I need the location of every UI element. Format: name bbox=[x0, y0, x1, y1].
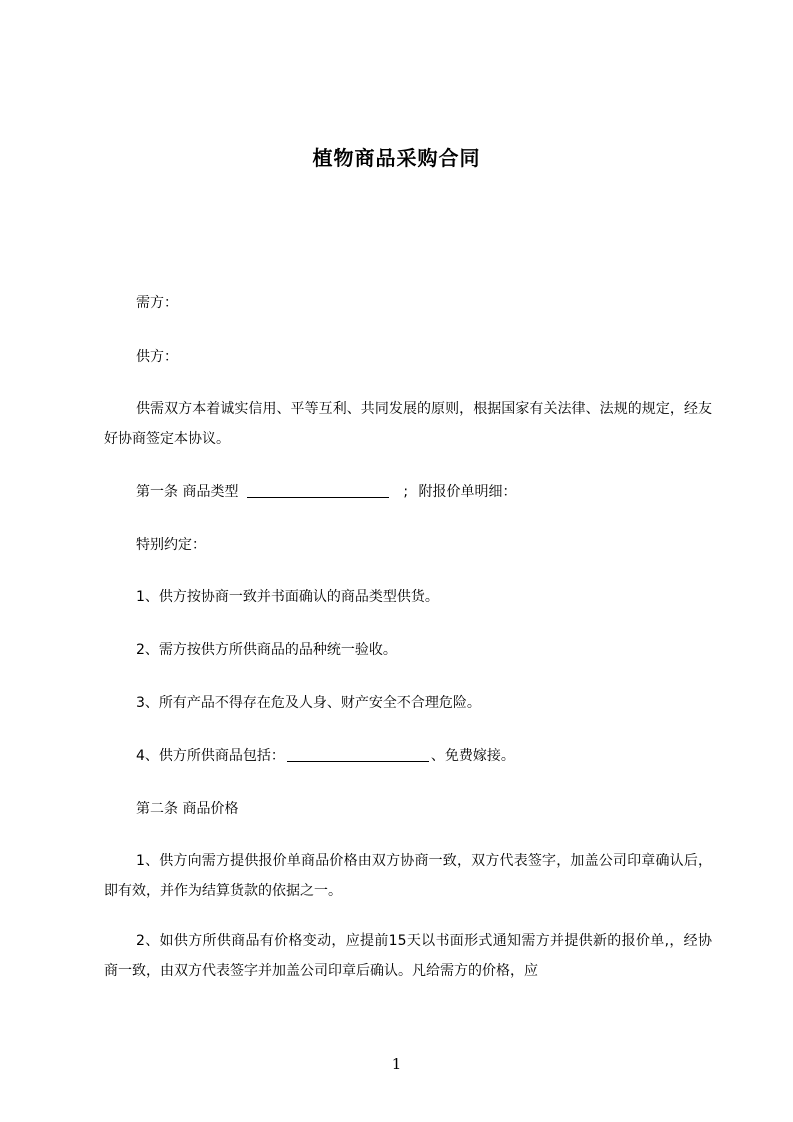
article-2-paragraph-2: 2、如供方所供商品有价格变动，应提前15天以书面形式通知需方并提供新的报价单,，经协商一致，由双方代表签字并加盖公司印章后确认。凡给需方的价格，应 bbox=[104, 933, 712, 979]
article-1-separator: ; bbox=[403, 484, 409, 500]
intro-paragraph: 供需双方本着诚实信用、平等互利、共同发展的原则，根据国家有关法律、法规的规定，经友好协商签定本协议。 bbox=[104, 401, 712, 447]
special-item-2: 2、需方按供方所供商品的品种统一验收。 bbox=[136, 642, 397, 658]
special-item-3: 3、所有产品不得存在危及人身、财产安全不合理危险。 bbox=[136, 695, 481, 711]
special-terms-label: 特别约定： bbox=[136, 537, 206, 553]
article-1-line bbox=[136, 481, 517, 501]
article-2-line bbox=[136, 798, 238, 818]
document-title: 植物商品采购合同 bbox=[312, 146, 481, 170]
seller-label: 供方： bbox=[136, 349, 178, 365]
article-2-paragraph-1: 1、供方向需方提供报价单商品价格由双方协商一致，双方代表签字，加盖公司印章确认后，即有效，并作为结算货款的依据之一。 bbox=[104, 853, 712, 899]
article-2-title: 商品价格 bbox=[182, 801, 239, 817]
buyer-label: 需方： bbox=[136, 295, 178, 311]
article-1-tail: 附报价单明细： bbox=[418, 484, 517, 500]
article-2-heading: 第二条 bbox=[136, 801, 178, 817]
special-item-1: 1、供方按协商一致并书面确认的商品类型供货。 bbox=[136, 589, 439, 605]
page-number: 1 bbox=[391, 1055, 402, 1073]
article-1-title: 商品类型 bbox=[182, 484, 239, 500]
special-item-4 bbox=[136, 745, 515, 765]
special-item-4-prefix: 4、供方所供商品包括： bbox=[136, 748, 285, 764]
article-1-heading: 第一条 bbox=[136, 484, 178, 500]
included-goods-blank[interactable] bbox=[287, 747, 429, 762]
special-item-4-suffix: 、免费嫁接。 bbox=[430, 748, 515, 764]
product-type-blank[interactable] bbox=[247, 483, 389, 498]
